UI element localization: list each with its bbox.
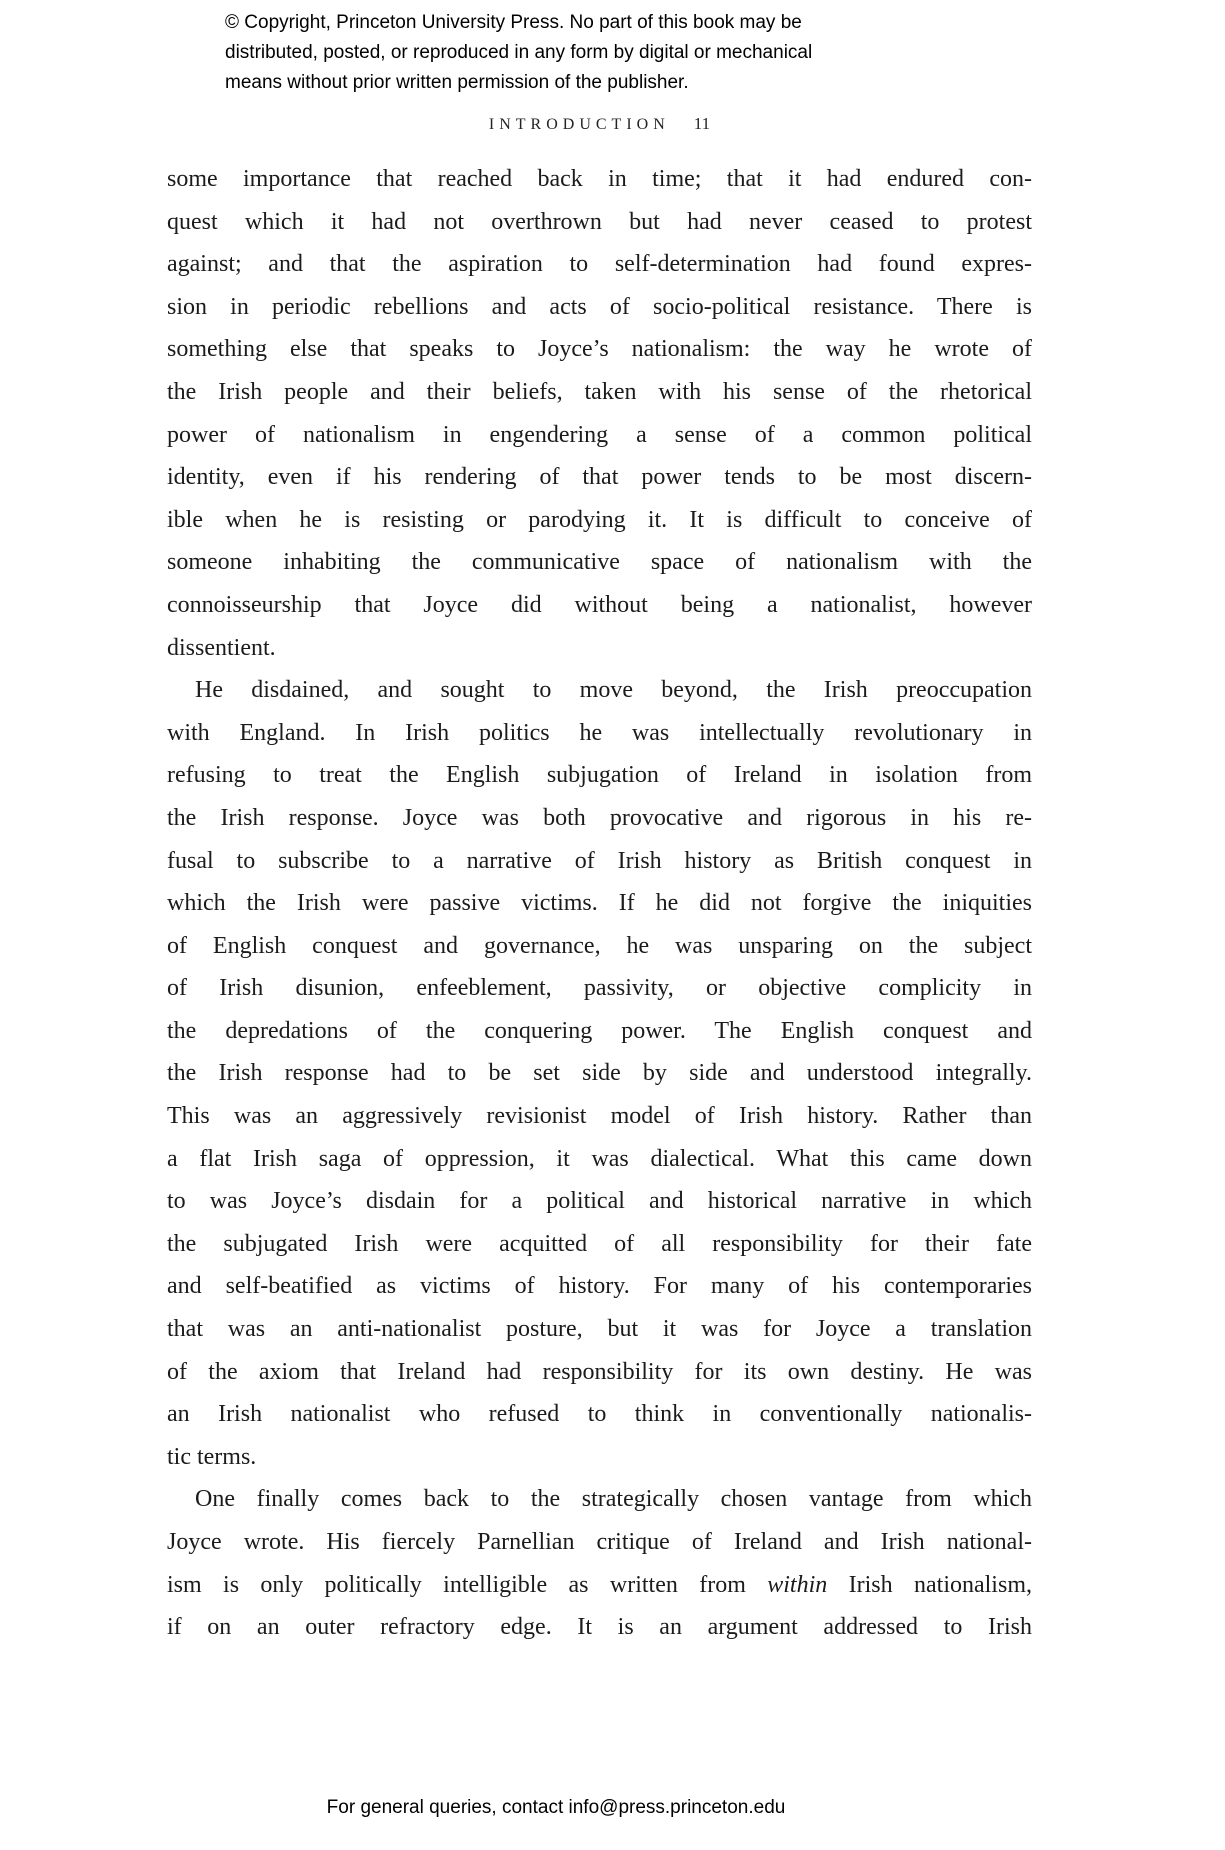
body-line: dissentient. [167, 634, 276, 661]
page-number: 11 [693, 114, 711, 133]
body-line: One finally comes back to the strategically chosen vantage from which [195, 1486, 1032, 1513]
body-line: the Irish people and their beliefs, taken with his sense of the rhetorical [167, 378, 1032, 405]
body-line: the Irish response. Joyce was both provocative and rigorous in his re- [167, 804, 1032, 831]
body-line [167, 1564, 1032, 1607]
body-line: ible when he is resisting or parodying it. It is difficult to conceive of [167, 506, 1032, 533]
body-line: some importance that reached back in time; that it had endured con- [167, 166, 1032, 192]
body-line: the depredations of the conquering power. The English conquest and [167, 1017, 1032, 1044]
body-line: fusal to subscribe to a narrative of Irish history as British conquest in [167, 847, 1032, 874]
body-line: and self-beatified as victims of history. For many of his contemporaries [167, 1273, 1032, 1300]
body-line: the Irish response had to be set side by side and understood integrally. [167, 1060, 1032, 1087]
body-line: of English conquest and governance, he was unsparing on the subject [167, 932, 1032, 959]
body-line: He disdained, and sought to move beyond, the Irish preoccupation [195, 677, 1032, 704]
footer-text: For general queries, contact info@press.princeton.edu [326, 1797, 786, 1818]
copyright-notice [225, 8, 812, 98]
body-line: if on an outer refractory edge. It is an argument addressed to Irish [167, 1614, 1032, 1641]
body-line: of the axiom that Ireland had responsibility for its own destiny. He was [167, 1358, 1032, 1385]
body-line: connoisseurship that Joyce did without being a nationalist, however [167, 591, 1032, 618]
copyright-line: means without prior written permission of the publisher. [225, 72, 689, 93]
copyright-line: distributed, posted, or reproduced in any form by digital or mechanical [225, 42, 813, 63]
body-line: to was Joyce’s disdain for a political and historical narrative in which [167, 1188, 1032, 1215]
body-line: refusing to treat the English subjugation of Ireland in isolation from [167, 762, 1032, 789]
body-line: sion in periodic rebellions and acts of socio-political resistance. There is [167, 293, 1032, 320]
body-line: quest which it had not overthrown but had never ceased to protest [167, 208, 1032, 235]
body-line: of Irish disunion, enfeeblement, passivity, or objective complicity in [167, 975, 1032, 1002]
body-line: with England. In Irish politics he was intellectually revolutionary in [167, 719, 1032, 746]
text-segment: ism is only politically intelligible as written from [167, 1571, 768, 1598]
text-segment: Irish nationalism, [827, 1571, 1032, 1598]
body-line: Joyce wrote. His fiercely Parnellian critique of Ireland and Irish national- [167, 1529, 1032, 1555]
body-line: something else that speaks to Joyce’s nationalism: the way he wrote of [167, 336, 1032, 363]
body-line: against; and that the aspiration to self-determination had found expres- [167, 251, 1032, 278]
body-line: an Irish nationalist who refused to think in conventionally nationalis- [167, 1401, 1032, 1428]
body-line: the subjugated Irish were acquitted of all responsibility for their fate [167, 1230, 1032, 1257]
chapter-title: INTRODUCTION [488, 116, 670, 133]
body-line: a flat Irish saga of oppression, it was dialectical. What this came down [167, 1145, 1032, 1172]
copyright-line: © Copyright, Princeton University Press. No part of this book may be [225, 12, 802, 33]
body-line: power of nationalism in engendering a sense of a common political [167, 421, 1032, 448]
body-line: which the Irish were passive victims. If he did not forgive the iniquities [167, 890, 1032, 917]
running-head [167, 114, 1032, 134]
page-footer [327, 1797, 786, 1819]
body-line: This was an aggressively revisionist model of Irish history. Rather than [167, 1103, 1032, 1130]
body-line: that was an anti-nationalist posture, but it was for Joyce a translation [167, 1316, 1032, 1343]
body-line: identity, even if his rendering of that power tends to be most discern- [167, 464, 1032, 491]
italic-text: within [767, 1571, 828, 1598]
body-line: tic terms. [167, 1443, 257, 1470]
body-text [167, 158, 1032, 1649]
body-line: someone inhabiting the communicative space of nationalism with the [167, 549, 1032, 576]
